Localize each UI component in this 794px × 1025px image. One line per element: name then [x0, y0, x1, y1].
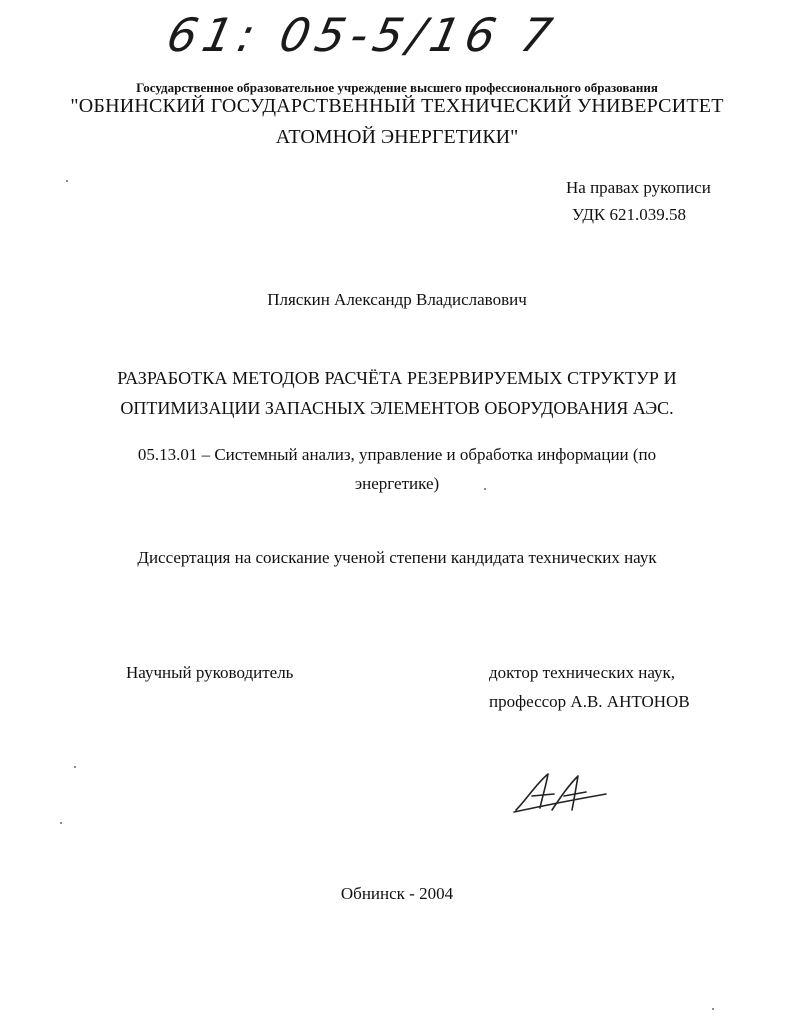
scan-speck [60, 822, 62, 824]
city-and-year: Обнинск - 2004 [340, 884, 454, 903]
specialty-line2: энергетике) [354, 474, 440, 493]
handwritten-catalog-number: 61: 05-5/16 7 [162, 8, 563, 62]
university-name-line1: "ОБНИНСКИЙ ГОСУДАРСТВЕННЫЙ ТЕХНИЧЕСКИЙ УНИВЕРСИТЕТ [70, 95, 724, 117]
udk-code: УДК 621.039.58 [572, 205, 687, 224]
dissertation-title-line1: РАЗРАБОТКА МЕТОДОВ РАСЧЁТА РЕЗЕРВИРУЕМЫХ СТРУКТУР И [117, 368, 677, 388]
university-name-line2: АТОМНОЙ ЭНЕРГЕТИКИ" [275, 126, 519, 148]
dissertation-title-line2: ОПТИМИЗАЦИИ ЗАПАСНЫХ ЭЛЕМЕНТОВ ОБОРУДОВАНИЯ АЭС. [120, 398, 674, 418]
author-name: Пляскин Александр Владиславович [267, 290, 527, 309]
scan-speck [66, 180, 68, 182]
organization-line: Государственное образовательное учреждение высшего профессионального образования [136, 80, 658, 95]
supervisor-label: Научный руководитель [126, 663, 294, 682]
scan-speck [74, 766, 76, 768]
specialty-line1: 05.13.01 – Системный анализ, управление и обработка информации (по [137, 445, 657, 464]
supervisor-degree: доктор технических наук, [489, 663, 676, 682]
degree-statement: Диссертация на соискание ученой степени кандидата технических наук [137, 548, 657, 567]
scan-speck [712, 1008, 714, 1010]
supervisor-name: профессор А.В. АНТОНОВ [489, 692, 690, 711]
scan-speck [484, 488, 486, 490]
supervisor-signature [512, 770, 608, 816]
manuscript-rights-note: На правах рукописи [566, 178, 711, 197]
